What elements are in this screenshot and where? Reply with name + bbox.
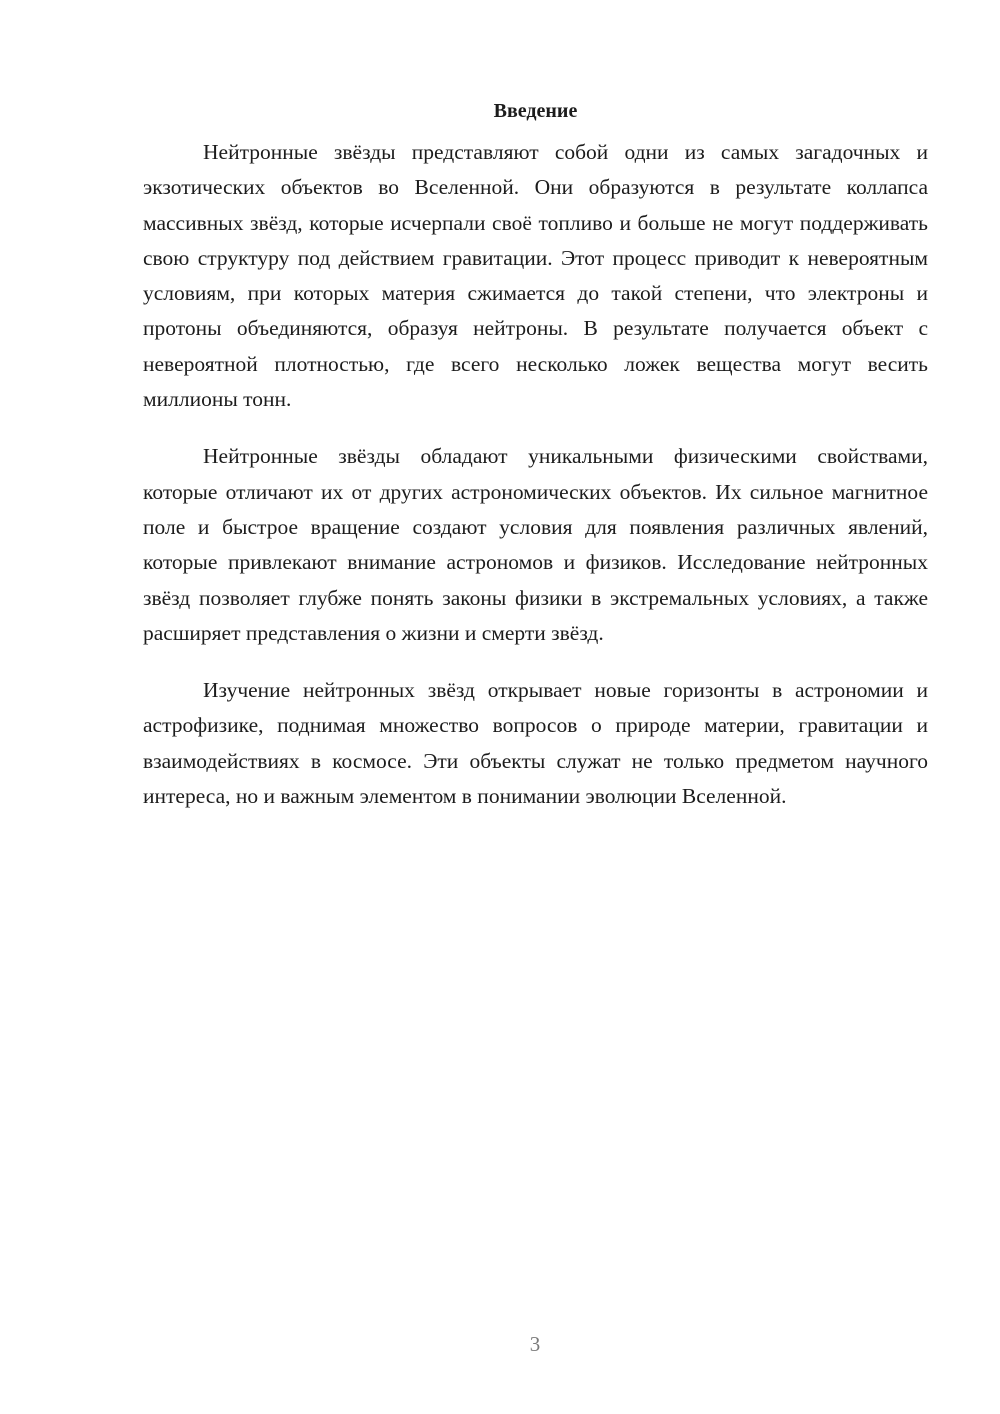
paragraph-3: Изучение нейтронных звёзд открывает новые горизонты в астрономии и астрофизике, поднимая множество вопросов о природе материи, гравитации и взаимодействиях в космосе. Эти объекты служат не только предметом научного интереса, но и важным элементом в понимании эволюции Вселенной. [143, 678, 928, 809]
page-number: 3 [529, 1332, 541, 1356]
paragraph-2: Нейтронные звёзды обладают уникальными физическими свойствами, которые отличают их от других астрономических объектов. Их сильное магнитное поле и быстрое вращение создают условия для появления различных явлений, которые привлекают внимание астрономов и физиков. Исследование нейтронных звёзд позволяет глубже понять законы физики в экстремальных условиях, а также расширяет представления о жизни и смерти звёзд. [143, 444, 928, 645]
paragraph-1: Нейтронные звёзды представляют собой одни из самых загадочных и экзотических объектов во Вселенной. Они образуются в результате коллапса массивных звёзд, которые исчерпали своё топливо и больше не могут поддерживать свою структуру под действием гравитации. Этот процесс приводит к невероятным условиям, при которых материя сжимается до такой степени, что электроны и протоны объединяются, образуя нейтроны. В результате получается объект с невероятной плотностью, где всего несколько ложек вещества могут весить миллионы тонн. [143, 140, 928, 412]
page-content [143, 94, 928, 814]
section-heading: Введение [493, 100, 578, 122]
